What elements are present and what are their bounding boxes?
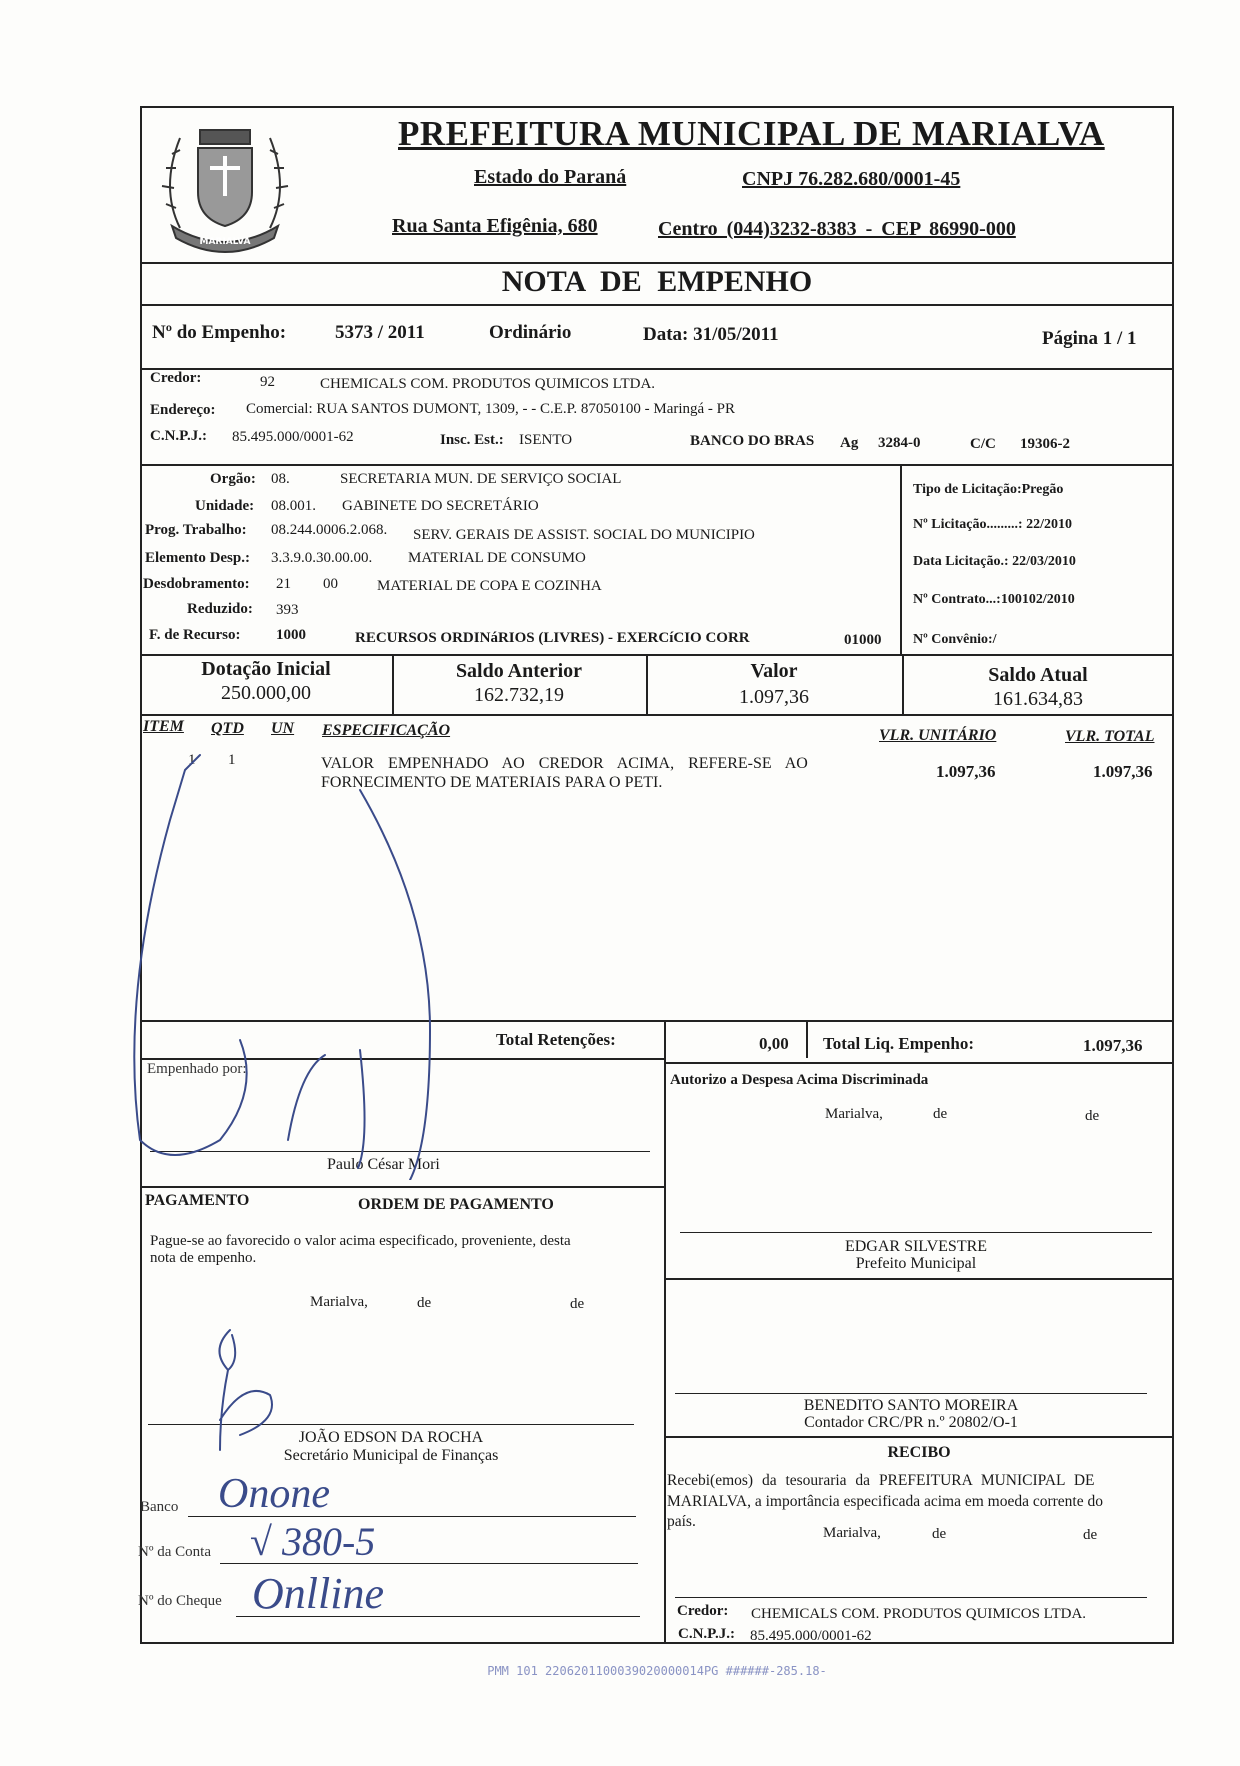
street-address: Rua Santa Efigênia, 680 (392, 215, 598, 237)
item-number: 1 (188, 752, 196, 768)
banco-label: Banco (140, 1499, 179, 1515)
orgao-label: Orgão: (210, 471, 256, 487)
cnpj-value: 85.495.000/0001-62 (232, 429, 354, 445)
pagamento-city: Marialva, (310, 1294, 368, 1310)
state-name: Estado do Paraná (474, 166, 627, 188)
credor-label: Credor: (150, 370, 202, 386)
recibo-de1: de (932, 1526, 947, 1542)
dotacao-value: 250.000,00 (221, 682, 311, 704)
valor-value: 1.097,36 (739, 686, 809, 708)
account-label: C/C (970, 436, 996, 452)
col-item: ITEM (143, 718, 184, 735)
conta-handwritten: √ 380-5 (250, 1519, 376, 1564)
liquido-label: Total Liq. Empenho: (823, 1034, 974, 1053)
autorizo-de2: de (1085, 1108, 1100, 1124)
numero-licitacao: Nº Licitação.........: 22/2010 (913, 517, 1072, 532)
recibo-credor-value: CHEMICALS COM. PRODUTOS QUIMICOS LTDA. (751, 1606, 1087, 1622)
bank-name: BANCO DO BRAS (690, 433, 815, 449)
unidade-value: GABINETE DO SECRETÁRIO (342, 498, 539, 514)
cnpj-header: CNPJ 76.282.680/0001-45 (742, 168, 961, 190)
unidade-code: 08.001. (271, 498, 316, 514)
agency-label: Ag (840, 435, 859, 451)
cheque-label: Nº do Cheque (138, 1593, 222, 1609)
autorizo-role: Prefeito Municipal (855, 1255, 977, 1272)
reduzido-label: Reduzido: (187, 601, 253, 617)
recibo-title: RECIBO (887, 1444, 951, 1461)
autorizo-label: Autorizo a Despesa Acima Discriminada (670, 1072, 929, 1088)
fonte-code2: 01000 (844, 632, 882, 648)
recibo-text2: MARIALVA, a importância especificada acima em moeda corrente do (667, 1493, 1103, 1510)
unidade-label: Unidade: (195, 498, 255, 514)
pagamento-de2: de (570, 1296, 585, 1312)
numero-convenio: Nº Convênio:/ (913, 632, 997, 647)
empenho-date: Data: 31/05/2011 (643, 324, 779, 345)
autorizo-city: Marialva, (825, 1106, 883, 1122)
reduzido-value: 393 (276, 602, 299, 618)
endereco-label: Endereço: (150, 402, 216, 418)
municipal-seal (150, 108, 300, 258)
desdobramento-code2: 00 (323, 576, 338, 592)
insc-label: Insc. Est.: (440, 432, 504, 448)
doc-title: NOTA DE EMPENHO (501, 265, 813, 298)
empenho-number: 5373 / 2011 (335, 322, 425, 343)
saldo-atual-value: 161.634,83 (993, 688, 1083, 710)
contador-signer: BENEDITO SANTO MOREIRA (803, 1397, 1019, 1414)
liquido-value: 1.097,36 (1083, 1036, 1143, 1055)
item-desc-line1: VALOR EMPENHADO AO CREDOR ACIMA, REFERE-SE AO (321, 755, 808, 772)
ordem-pagamento-label: ORDEM DE PAGAMENTO (358, 1196, 554, 1213)
recibo-text1: Recebi(emos) da tesouraria da PREFEITURA MUNICIPAL DE (667, 1472, 1095, 1489)
credor-code: 92 (260, 374, 275, 390)
credor-name: CHEMICALS COM. PRODUTOS QUIMICOS LTDA. (320, 376, 656, 392)
fonte-code: 1000 (276, 627, 306, 643)
empenho-type: Ordinário (489, 322, 572, 343)
recibo-de2: de (1083, 1527, 1098, 1543)
fonte-value: RECURSOS ORDINáRIOS (LIVRES) - EXERCíCIO CORR (355, 630, 750, 646)
pagamento-role: Secretário Municipal de Finanças (283, 1447, 499, 1464)
pagamento-signer: JOÃO EDSON DA ROCHA (298, 1429, 484, 1446)
cnpj-label: C.N.P.J.: (150, 428, 207, 444)
recibo-text3: país. (667, 1513, 696, 1530)
pagamento-label: PAGAMENTO (145, 1192, 250, 1209)
saldo-anterior-label: Saldo Anterior (455, 660, 583, 682)
empenhado-signer: Paulo César Mori (327, 1156, 440, 1173)
elemento-code: 3.3.9.0.30.00.00. (271, 550, 373, 566)
cheque-handwritten: Onlline (252, 1569, 384, 1618)
agency-value: 3284-0 (878, 435, 921, 451)
item-total-value: 1.097,36 (1093, 762, 1153, 781)
elemento-label: Elemento Desp.: (145, 550, 250, 566)
numero-contrato: Nº Contrato...:100102/2010 (913, 592, 1075, 607)
valor-label: Valor (750, 660, 798, 682)
footer-code: PMM 101 2206201100039020000014PG ######-285.18- (487, 1664, 827, 1678)
prog-code: 08.244.0006.2.068. (271, 522, 388, 538)
handwritten-signature-pagamento (200, 1320, 300, 1460)
page-number: Página 1 / 1 (1042, 328, 1137, 349)
pagamento-text1: Pague-se ao favorecido o valor acima especificado, proveniente, desta (150, 1233, 571, 1249)
desdobramento-label: Desdobramento: (143, 576, 250, 592)
recibo-cnpj-label: C.N.P.J.: (678, 1626, 735, 1642)
district-phone-cep: Centro (044)3232-8383 - CEP 86990-000 (658, 218, 1016, 240)
prog-value: SERV. GERAIS DE ASSIST. SOCIAL DO MUNICIPIO (413, 527, 755, 543)
desdobramento-value: MATERIAL DE COPA E COZINHA (377, 578, 602, 594)
item-qtd: 1 (228, 752, 236, 768)
col-un: UN (271, 720, 295, 737)
pagamento-de1: de (417, 1295, 432, 1311)
saldo-anterior-value: 162.732,19 (474, 684, 564, 706)
page-title: PREFEITURA MUNICIPAL DE MARIALVA (398, 114, 1105, 153)
banco-handwritten: Onone (218, 1471, 330, 1517)
item-desc-line2: FORNECIMENTO DE MATERIAIS PARA O PETI. (321, 774, 663, 791)
recibo-cnpj-value: 85.495.000/0001-62 (750, 1628, 872, 1644)
retencoes-value: 0,00 (759, 1034, 789, 1053)
empenhado-label: Empenhado por: (147, 1061, 247, 1077)
recibo-city: Marialva, (823, 1525, 881, 1541)
item-unit-value: 1.097,36 (936, 762, 996, 781)
empenho-number-label: Nº do Empenho: (152, 322, 287, 343)
orgao-value: SECRETARIA MUN. DE SERVIÇO SOCIAL (340, 471, 622, 487)
handwritten-signature-empenhado (110, 740, 470, 1180)
col-especificacao: ESPECIFICAÇÃO (322, 722, 451, 739)
insc-value: ISENTO (519, 432, 573, 448)
contador-role: Contador CRC/PR n.º 20802/O-1 (804, 1414, 1018, 1431)
pagamento-text2: nota de empenho. (150, 1250, 257, 1266)
recibo-credor-label: Credor: (677, 1603, 729, 1619)
col-vlr-total: VLR. TOTAL (1065, 728, 1155, 745)
elemento-value: MATERIAL DE CONSUMO (408, 550, 586, 566)
prog-label: Prog. Trabalho: (145, 522, 247, 538)
saldo-atual-label: Saldo Atual (988, 664, 1088, 686)
conta-label: Nº da Conta (138, 1544, 211, 1560)
autorizo-de1: de (933, 1106, 948, 1122)
account-value: 19306-2 (1020, 436, 1070, 452)
data-licitacao: Data Licitação.: 22/03/2010 (913, 554, 1076, 569)
col-qtd: QTD (211, 720, 244, 737)
autorizo-signer: EDGAR SILVESTRE (844, 1238, 988, 1255)
desdobramento-code1: 21 (276, 576, 291, 592)
tipo-licitacao: Tipo de Licitação:Pregão (913, 482, 1064, 497)
orgao-code: 08. (271, 471, 290, 487)
endereco-value: Comercial: RUA SANTOS DUMONT, 1309, - - C.E.P. 87050100 - Maringá - PR (246, 401, 736, 417)
col-vlr-unitario: VLR. UNITÁRIO (879, 727, 997, 744)
svg-text:MARIALVA: MARIALVA (199, 237, 251, 247)
retencoes-label: Total Retenções: (496, 1030, 616, 1049)
dotacao-label: Dotação Inicial (201, 658, 331, 680)
fonte-label: F. de Recurso: (149, 627, 241, 643)
